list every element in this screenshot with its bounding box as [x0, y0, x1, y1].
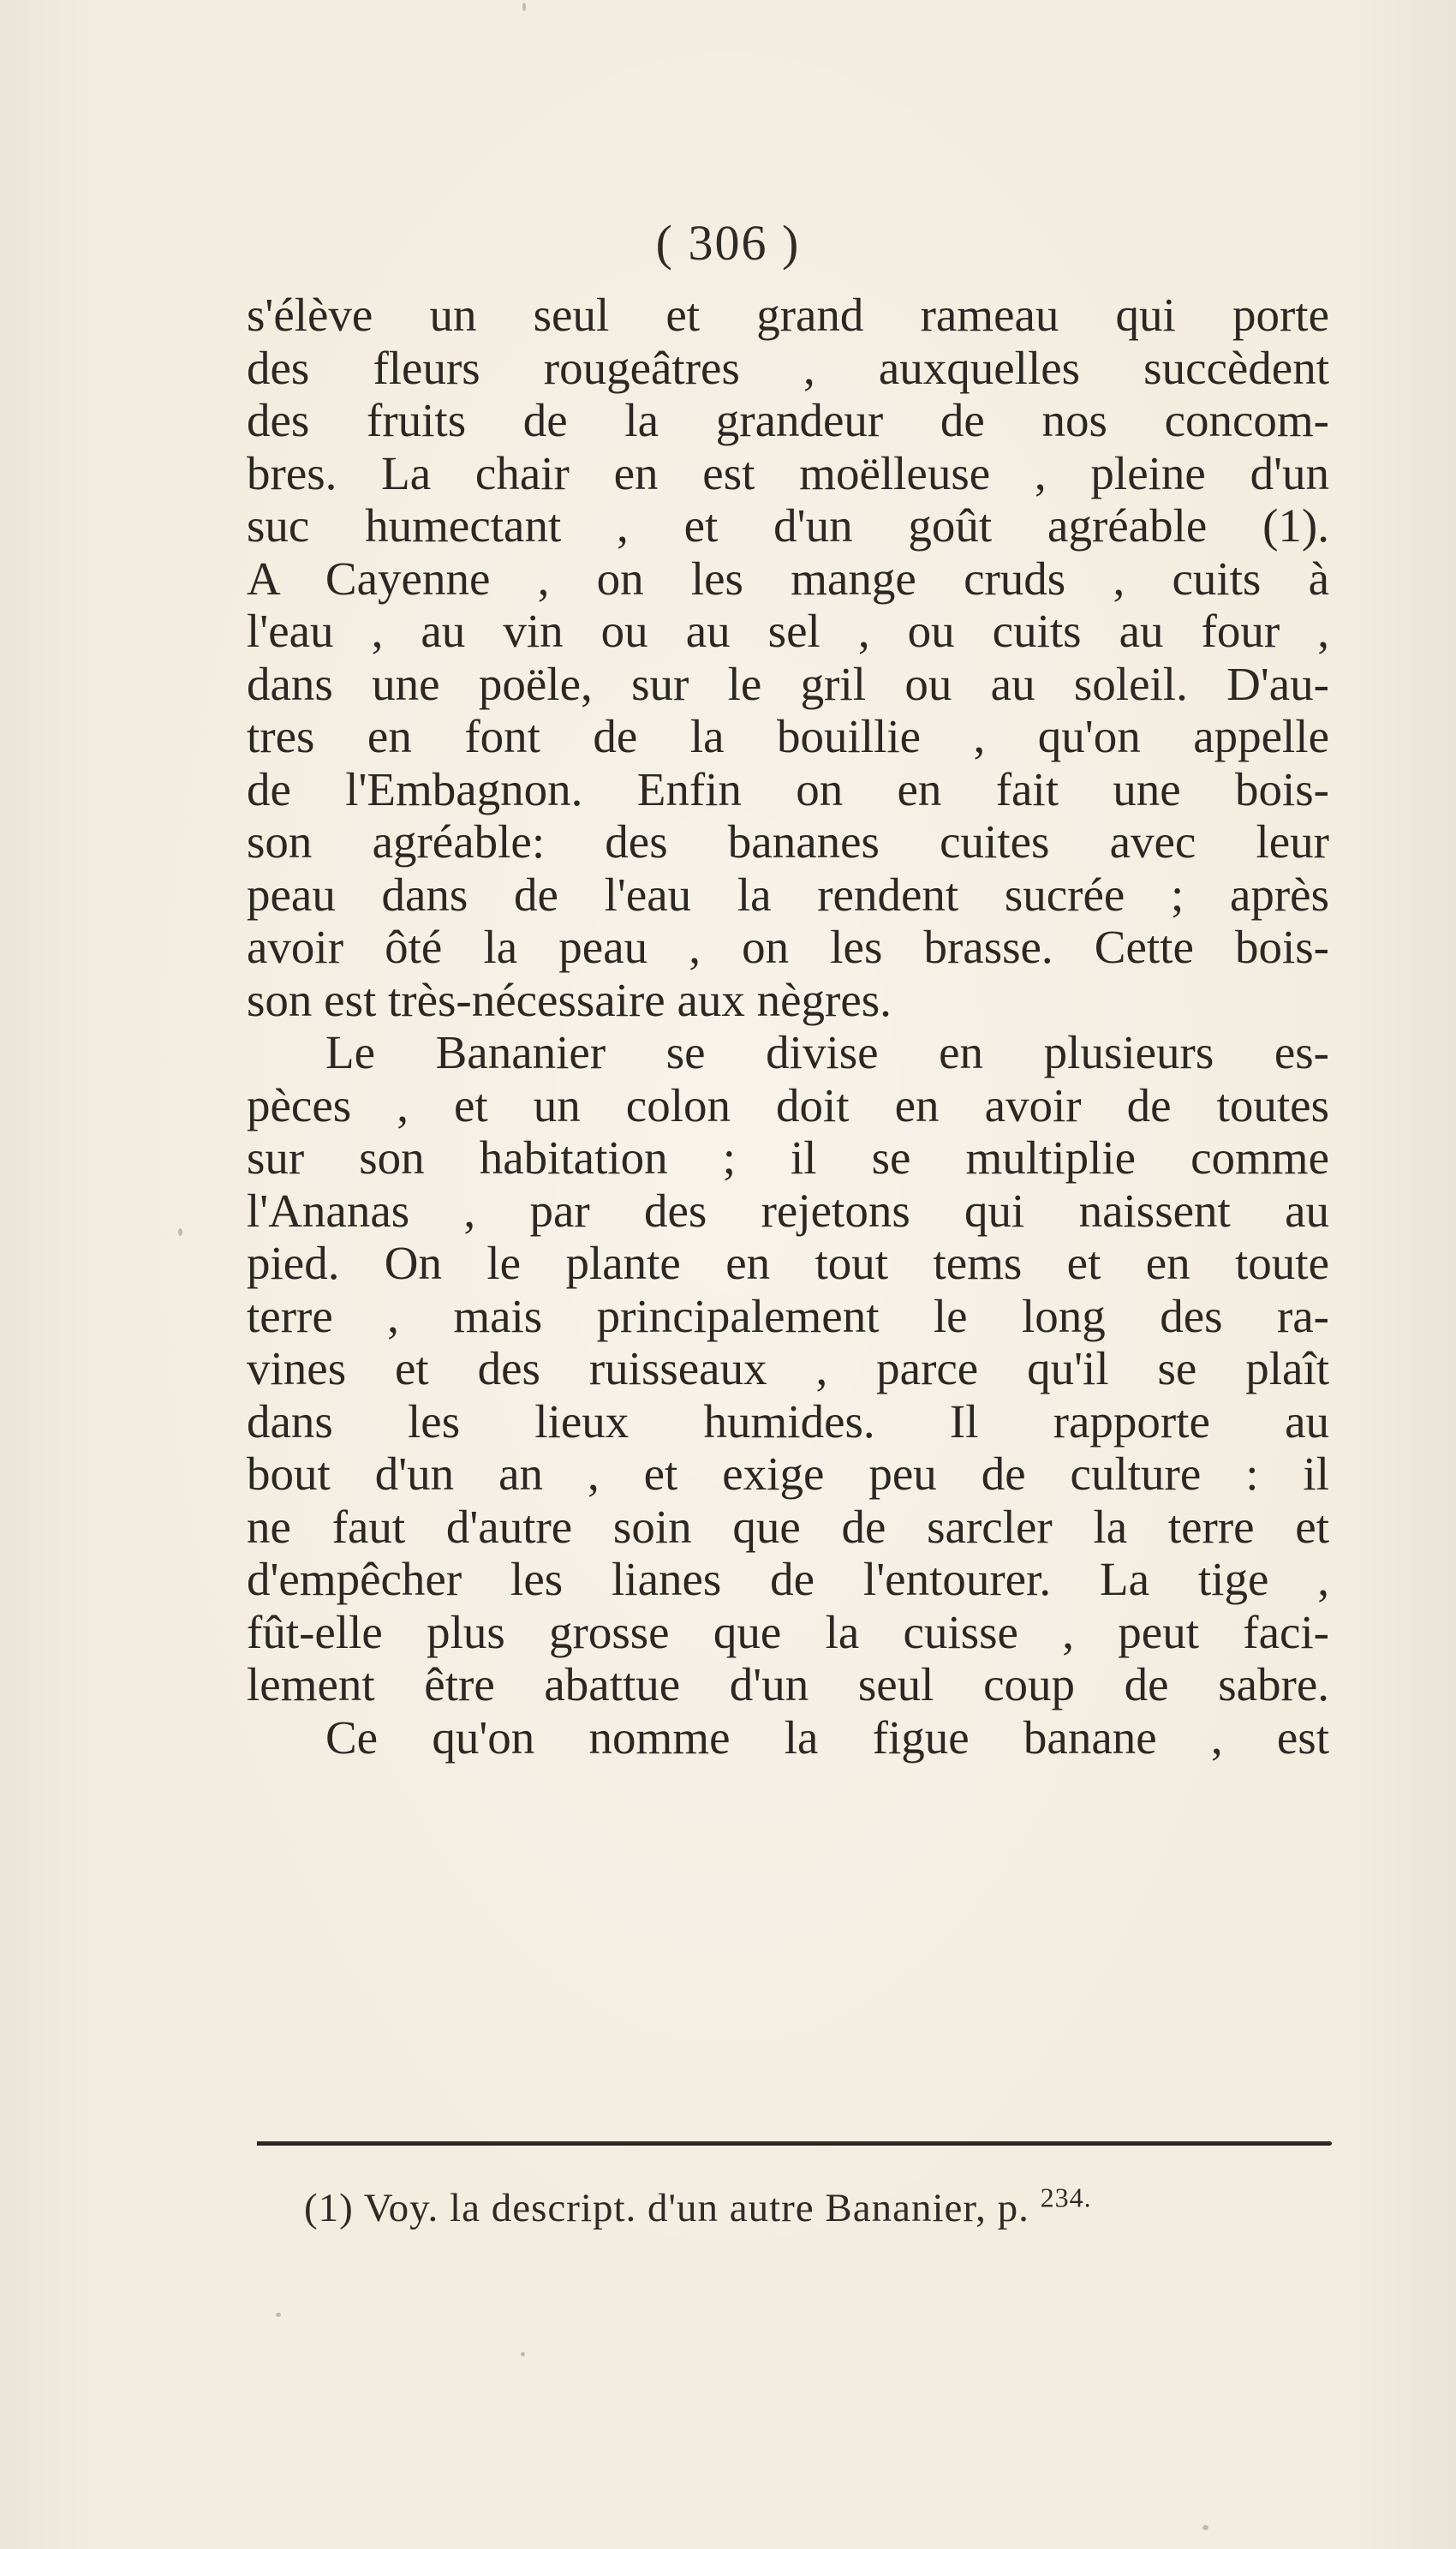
text-line: l'eau , au vin ou au sel , ou cuits au four , [247, 605, 1329, 657]
text-line: de l'Embagnon. Enfin on en fait une bois- [247, 762, 1329, 815]
text-line: dans une poële, sur le gril ou au soleil. D'au- [247, 657, 1329, 710]
footnote-rule [257, 2141, 1332, 2146]
text-line: Ce qu'on nomme la figue banane , est [325, 1710, 1329, 1764]
paper-speck [1202, 2525, 1208, 2530]
text-line: des fleurs rougeâtres , auxquelles succèdent [247, 341, 1329, 394]
paper-speck [522, 3, 526, 11]
paper-speck [178, 1228, 182, 1236]
text-line: des fruits de la grandeur de nos concom- [247, 394, 1329, 446]
text-line: dans les lieux humides. Il rapporte au [247, 1394, 1329, 1448]
text-line: son est très-nécessaire aux nègres. [247, 973, 892, 1026]
text-line: Le Bananier se divise en plusieurs es- [325, 1026, 1329, 1078]
text-line: bout d'un an , et exige peu de culture : il [247, 1448, 1329, 1500]
text-line: bres. La chair en est moëlleuse , pleine d'un [247, 446, 1329, 499]
text-line: peau dans de l'eau la rendent sucrée ; après [247, 868, 1329, 921]
text-line: ne faut d'autre soin que de sarcler la terre et [247, 1500, 1329, 1553]
text-line: s'élève un seul et grand rameau qui porte [247, 289, 1329, 341]
text-line: tres en font de la bouillie , qu'on appelle [247, 710, 1329, 762]
paper-speck [276, 2313, 281, 2317]
body-text [247, 289, 1329, 1764]
footnote [304, 2182, 1092, 2234]
text-line: pied. On le plante en tout tems et en toute [247, 1237, 1329, 1289]
text-line: terre , mais principalement le long des ra- [247, 1289, 1329, 1342]
text-line: d'empêcher les lianes de l'entourer. La tige , [247, 1553, 1329, 1605]
text-line: fût-elle plus grosse que la cuisse , peut faci- [247, 1605, 1329, 1658]
text-line: avoir ôté la peau , on les brasse. Cette bois- [247, 921, 1329, 973]
paper-speck [521, 2352, 525, 2356]
text-line: sur son habitation ; il se multiplie comme [247, 1131, 1329, 1184]
text-line: suc humectant , et d'un goût agréable (1). [247, 499, 1329, 552]
text-line: A Cayenne , on les mange cruds , cuits à [247, 552, 1329, 605]
text-line: lement être abattue d'un seul coup de sabre. [247, 1658, 1329, 1710]
footnote-marker: (1) [304, 2186, 354, 2230]
text-line: pèces , et un colon doit en avoir de toutes [247, 1078, 1329, 1131]
page-number: ( 306 ) [655, 215, 801, 271]
text-line: son agréable: des bananes cuites avec leur [247, 815, 1329, 868]
footnote-text: Voy. la descript. d'un autre Bananier, p. [363, 2186, 1041, 2230]
footnote-page-ref: 234. [1040, 2182, 1092, 2213]
text-line: vines et des ruisseaux , parce qu'il se plaît [247, 1342, 1329, 1394]
text-line: l'Ananas , par des rejetons qui naissent au [247, 1184, 1329, 1237]
